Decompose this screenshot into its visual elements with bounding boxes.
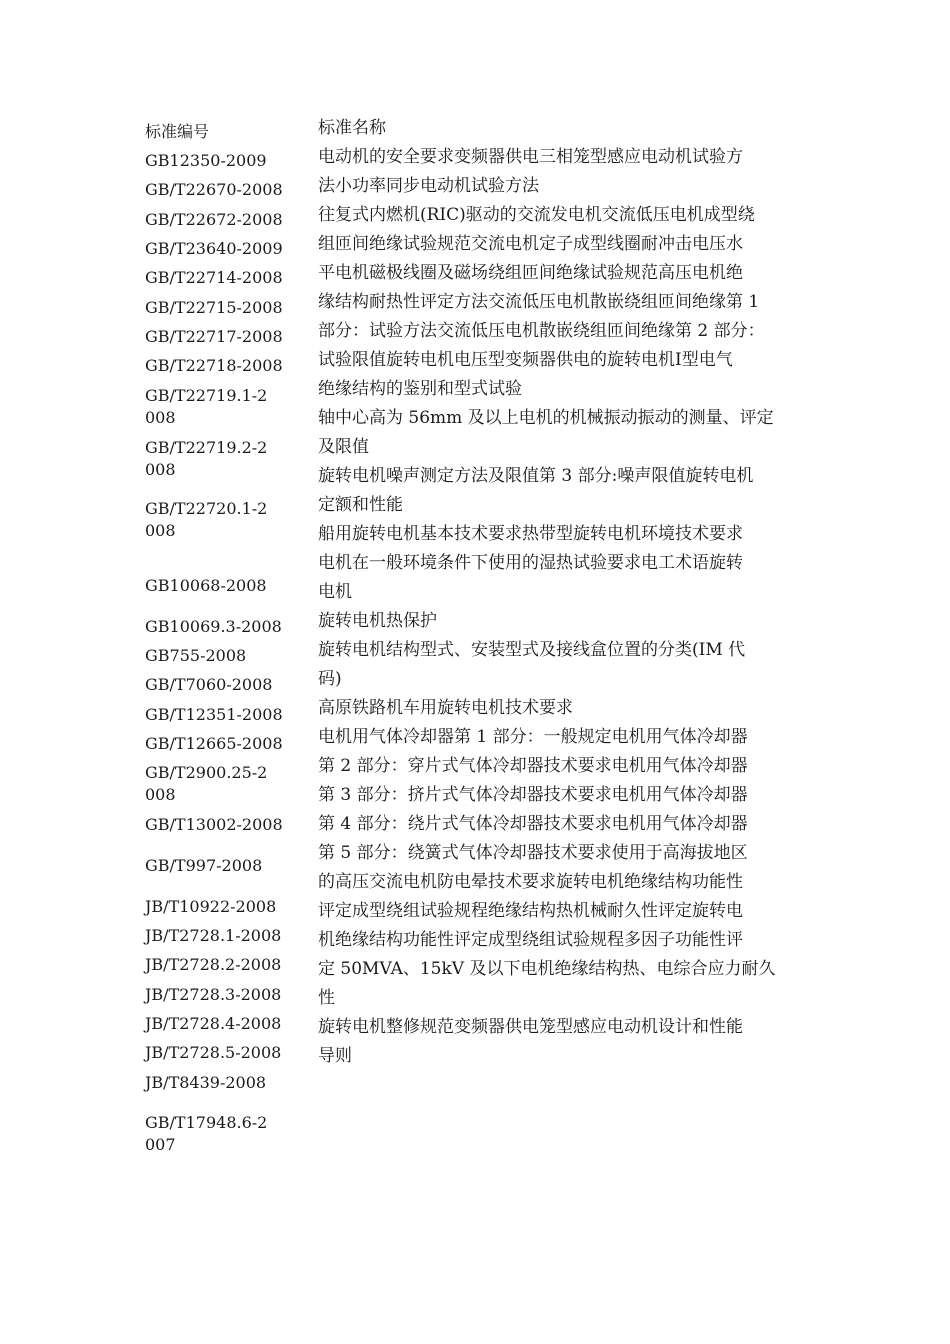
standard-name-column (318, 114, 808, 1071)
name-line: 旋转电机结构型式、安装型式及接线盒位置的分类(IM 代 (318, 640, 746, 660)
standard-code: JB/T2728.1-2008 (145, 926, 282, 945)
name-line: 电机用气体冷却器第 1 部分：一般规定电机用气体冷却器 (318, 727, 748, 747)
name-line: 绝缘结构的鉴别和型式试验 (318, 379, 522, 399)
name-line: 旋转电机噪声测定方法及限值第 3 部分:噪声限值旋转电机 (318, 466, 754, 486)
standard-code: JB/T2728.2-2008 (145, 955, 282, 974)
standard-code: GB/T22715-2008 (145, 298, 283, 317)
name-line: 电动机的安全要求变频器供电三相笼型感应电动机试验方 (318, 147, 743, 167)
name-line: 性 (318, 988, 335, 1008)
standard-code: GB755-2008 (145, 646, 247, 665)
name-line: 定 50MVA、15kV 及以下电机绝缘结构热、电综合应力耐久 (318, 959, 776, 979)
standard-code: GB/T2900.25-2008 (145, 763, 268, 804)
standard-code: JB/T2728.5-2008 (145, 1043, 282, 1062)
standard-code: GB12350-2009 (145, 151, 267, 170)
standard-code: GB/T22714-2008 (145, 268, 283, 287)
name-line: 电机 (318, 582, 352, 602)
name-line: 组匝间绝缘试验规范交流电机定子成型线圈耐冲击电压水 (318, 234, 743, 254)
name-line: 旋转电机整修规范变频器供电笼型感应电动机设计和性能 (318, 1017, 743, 1037)
name-line: 第 3 部分：挤片式气体冷却器技术要求电机用气体冷却器 (318, 785, 748, 805)
name-line: 第 5 部分：绕簧式气体冷却器技术要求使用于高海拔地区 (318, 843, 748, 863)
standard-code: GB/T22717-2008 (145, 327, 283, 346)
name-line: 及限值 (318, 437, 369, 457)
standard-code: GB10068-2008 (145, 576, 267, 595)
name-line: 试验限值旋转电机电压型变频器供电的旋转电机Ⅰ型电气 (318, 350, 733, 370)
name-line: 码) (318, 669, 342, 689)
name-line: 导则 (318, 1046, 352, 1066)
name-line: 往复式内燃机(RIC)驱动的交流发电机交流低压电机成型绕 (318, 205, 755, 225)
standard-code: GB/T17948.6-2007 (145, 1113, 268, 1154)
standard-code: GB/T13002-2008 (145, 815, 283, 834)
standard-code: GB/T22718-2008 (145, 356, 283, 375)
standard-code: GB/T22719.1-2008 (145, 386, 268, 427)
name-line: 缘结构耐热性评定方法交流低压电机散嵌绕组匝间绝缘第 1 (318, 292, 760, 312)
name-line: 部分：试验方法交流低压电机散嵌绕组匝间绝缘第 2 部分： (318, 321, 765, 341)
name-line: 电机在一般环境条件下使用的湿热试验要求电工术语旋转 (318, 553, 743, 573)
name-line: 高原铁路机车用旋转电机技术要求 (318, 698, 573, 718)
name-line: 第 2 部分：穿片式气体冷却器技术要求电机用气体冷却器 (318, 756, 748, 776)
standard-code: GB/T23640-2009 (145, 239, 283, 258)
standard-code: GB/T997-2008 (145, 856, 263, 875)
standard-code: GB/T22670-2008 (145, 180, 283, 199)
standard-code: JB/T2728.3-2008 (145, 985, 282, 1004)
standard-code: JB/T10922-2008 (145, 897, 277, 916)
name-line: 的高压交流电机防电晕技术要求旋转电机绝缘结构功能性 (318, 872, 743, 892)
standard-code: GB/T12351-2008 (145, 705, 283, 724)
name-column-header: 标准名称 (318, 118, 386, 138)
standard-code: GB/T22672-2008 (145, 210, 283, 229)
name-line: 船用旋转电机基本技术要求热带型旋转电机环境技术要求 (318, 524, 743, 544)
code-column-header: 标准编号 (145, 122, 210, 141)
name-line: 轴中心高为 56mm 及以上电机的机械振动振动的测量、评定 (318, 408, 774, 428)
name-line: 机绝缘结构功能性评定成型绕组试验规程多因子功能性评 (318, 930, 743, 950)
standard-code: JB/T8439-2008 (145, 1073, 267, 1092)
name-line: 定额和性能 (318, 495, 403, 515)
name-line: 平电机磁极线圈及磁场绕组匝间绝缘试验规范高压电机绝 (318, 263, 743, 283)
name-line: 旋转电机热保护 (318, 611, 437, 631)
standard-code: GB/T22719.2-2008 (145, 438, 268, 479)
standard-code: GB/T12665-2008 (145, 734, 283, 753)
name-line: 法小功率同步电动机试验方法 (318, 176, 539, 196)
standard-code: GB/T22720.1-2008 (145, 499, 268, 540)
standard-code: JB/T2728.4-2008 (145, 1014, 282, 1033)
name-line: 评定成型绕组试验规程绝缘结构热机械耐久性评定旋转电 (318, 901, 743, 921)
standard-code: GB10069.3-2008 (145, 617, 282, 636)
standard-code: GB/T7060-2008 (145, 675, 273, 694)
name-line: 第 4 部分：绕片式气体冷却器技术要求电机用气体冷却器 (318, 814, 748, 834)
